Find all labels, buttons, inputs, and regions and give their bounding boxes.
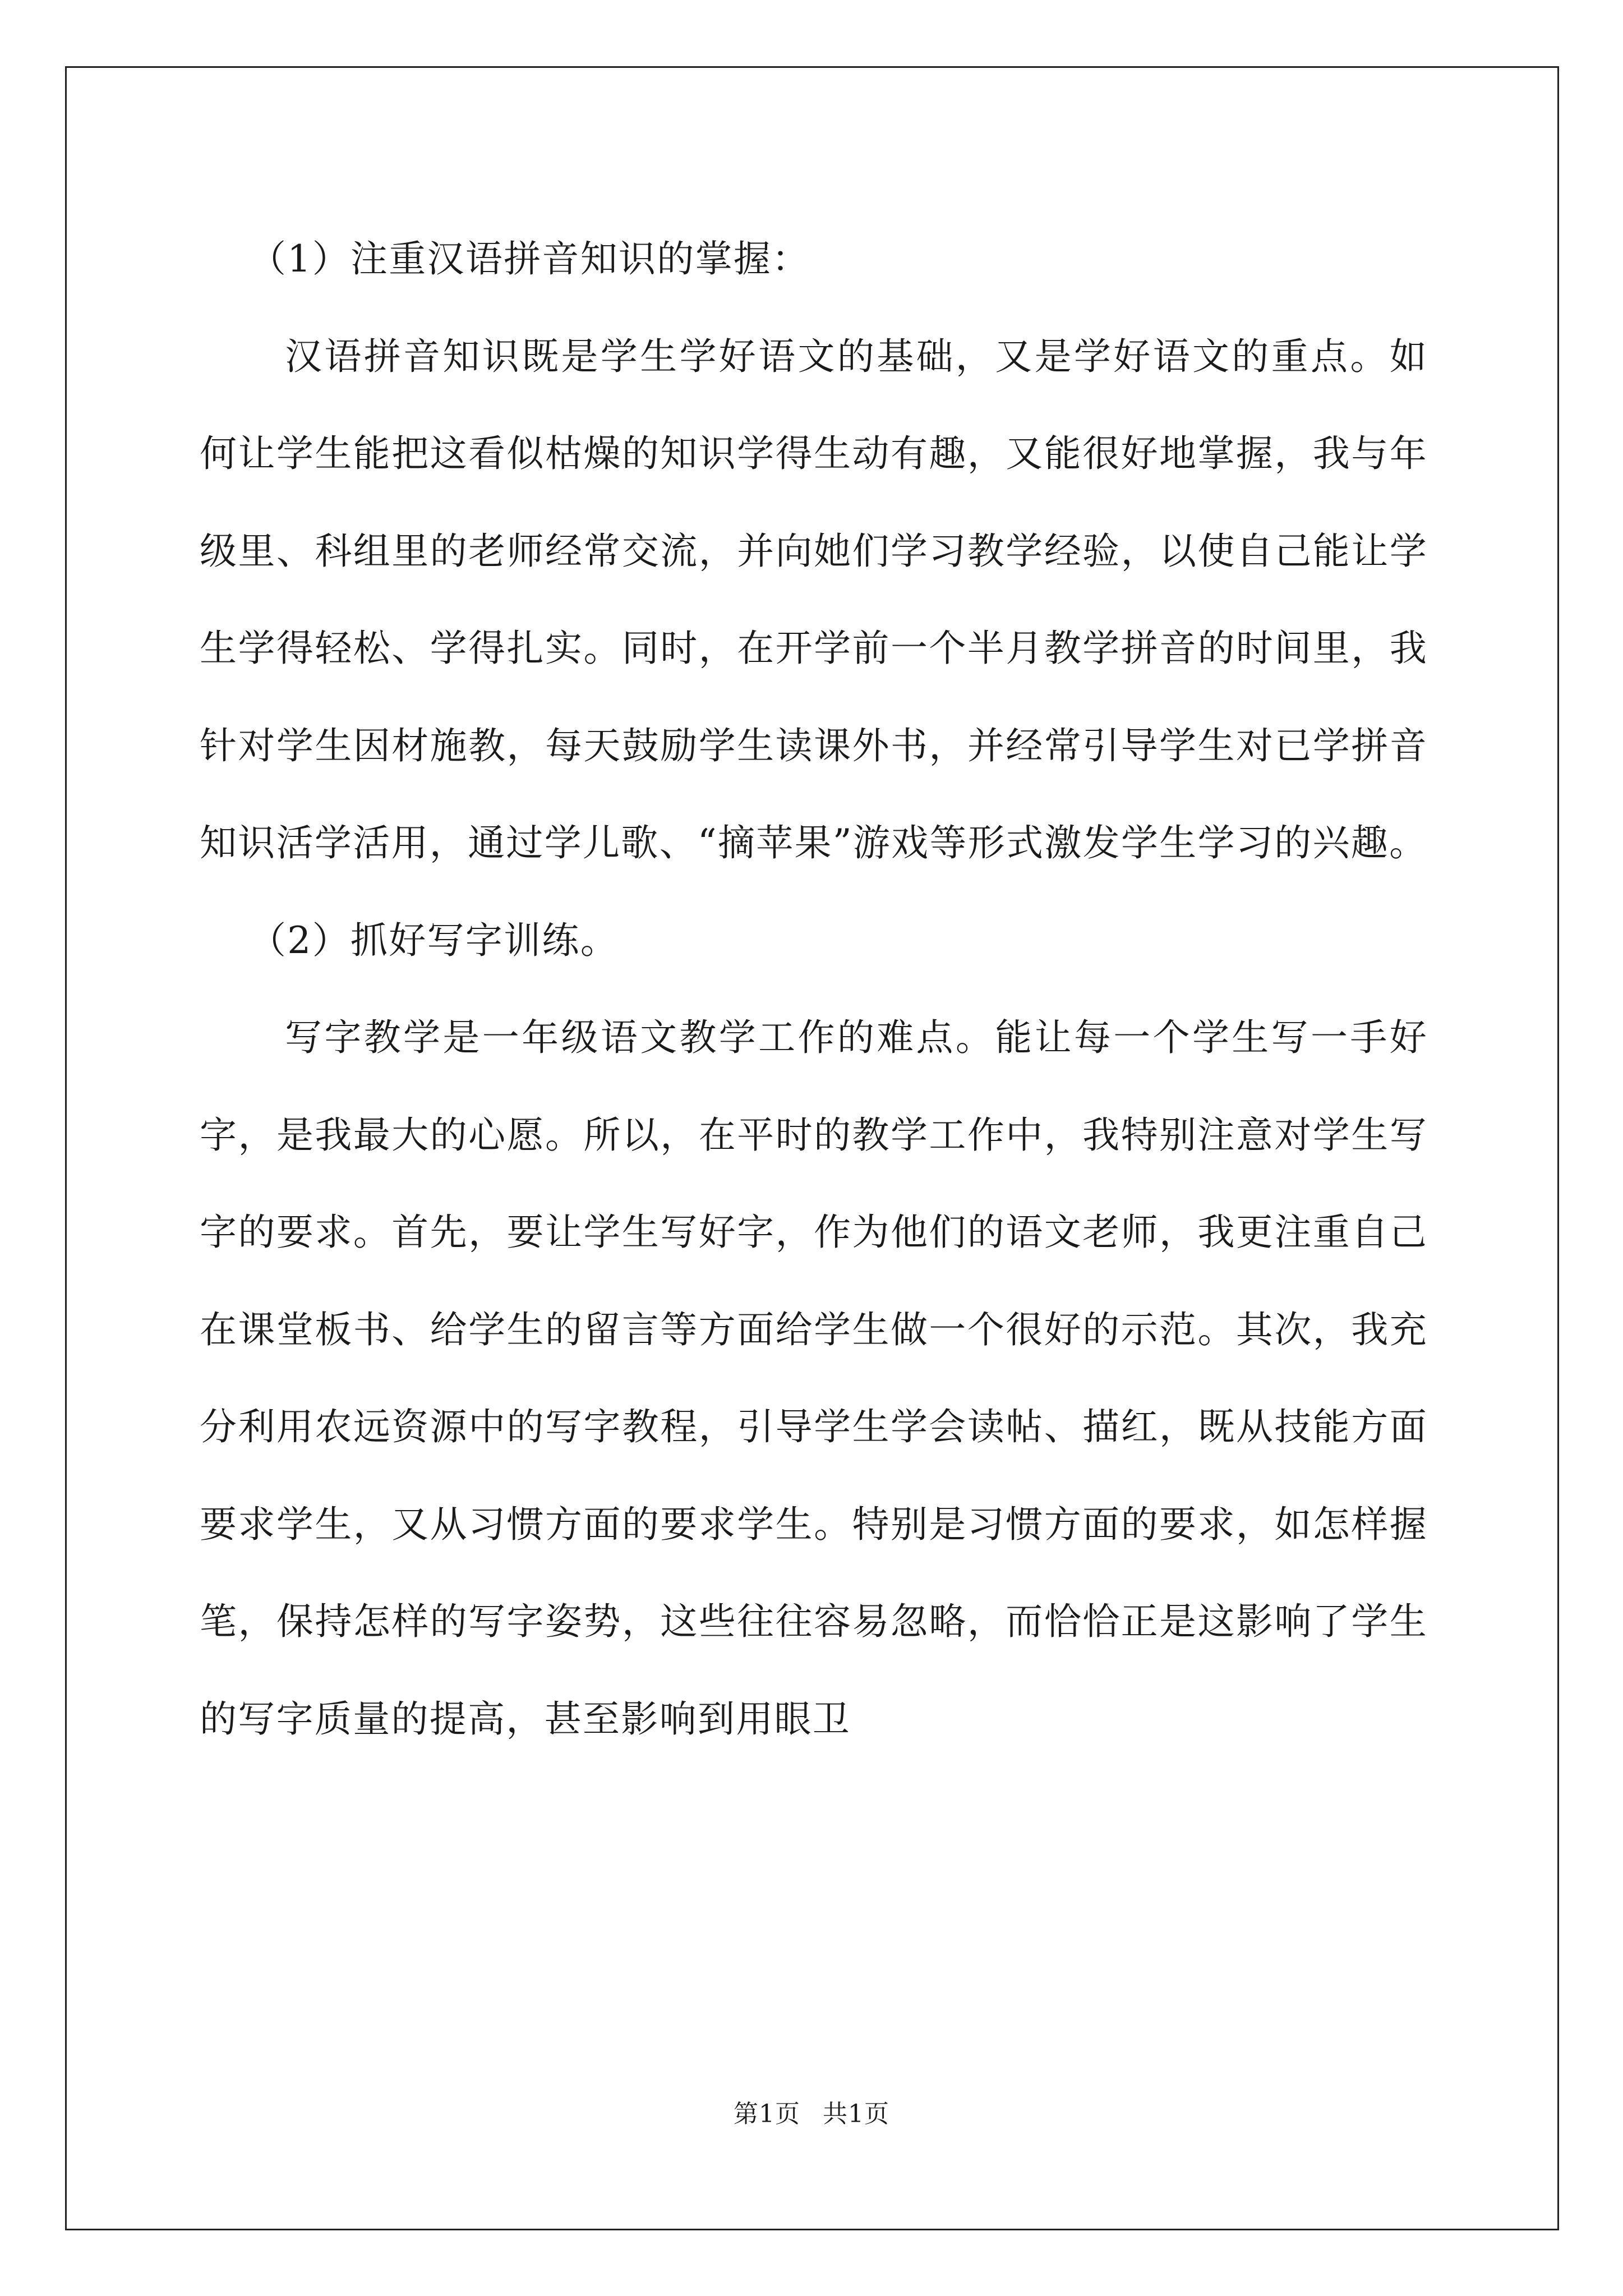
page-total: 共1页 [823, 2100, 889, 2128]
section-heading-writing: （2）抓好写字训练。 [249, 918, 619, 962]
page-number: 第1页 [734, 2100, 800, 2128]
page-footer [0, 2093, 1623, 2129]
paragraph-pinyin: 汉语拼音知识既是学生学好语文的基础，又是学好语文的重点。如何让学生能把这看似枯燥的知识学得生动有趣，又能很好地掌握，我与年级里、科组里的老师经常交流，并向她们学习教学经验，以使自己能让学生学得轻松、学得扎实。同时，在开学前一个半月教学拼音的时间里，我针对学生因材施教，每天鼓励学生读课外书，并经常引导学生对已学拼音知识活学活用，通过学儿歌、“摘苹果”游戏等形式激发学生学习的兴趣。 [200, 334, 1428, 864]
section-heading-pinyin: （1）注重汉语拼音知识的掌握： [249, 237, 810, 280]
document-body [200, 210, 1428, 1768]
paragraph-writing: 写字教学是一年级语文教学工作的难点。能让每一个学生写一手好字，是我最大的心愿。所以，在平时的教学工作中，我特别注意对学生写字的要求。首先，要让学生写好字，作为他们的语文老师，我更注重自己在课堂板书、给学生的留言等方面给学生做一个很好的示范。其次，我充分利用农远资源中的写字教程，引导学生学会读帖、描红，既从技能方面要求学生，又从习惯方面的要求学生。特别是习惯方面的要求，如怎样握笔，保持怎样的写字姿势，这些往往容易忽略，而恰恰正是这影响了学生的写字质量的提高，甚至影响到用眼卫 [200, 1016, 1428, 1741]
